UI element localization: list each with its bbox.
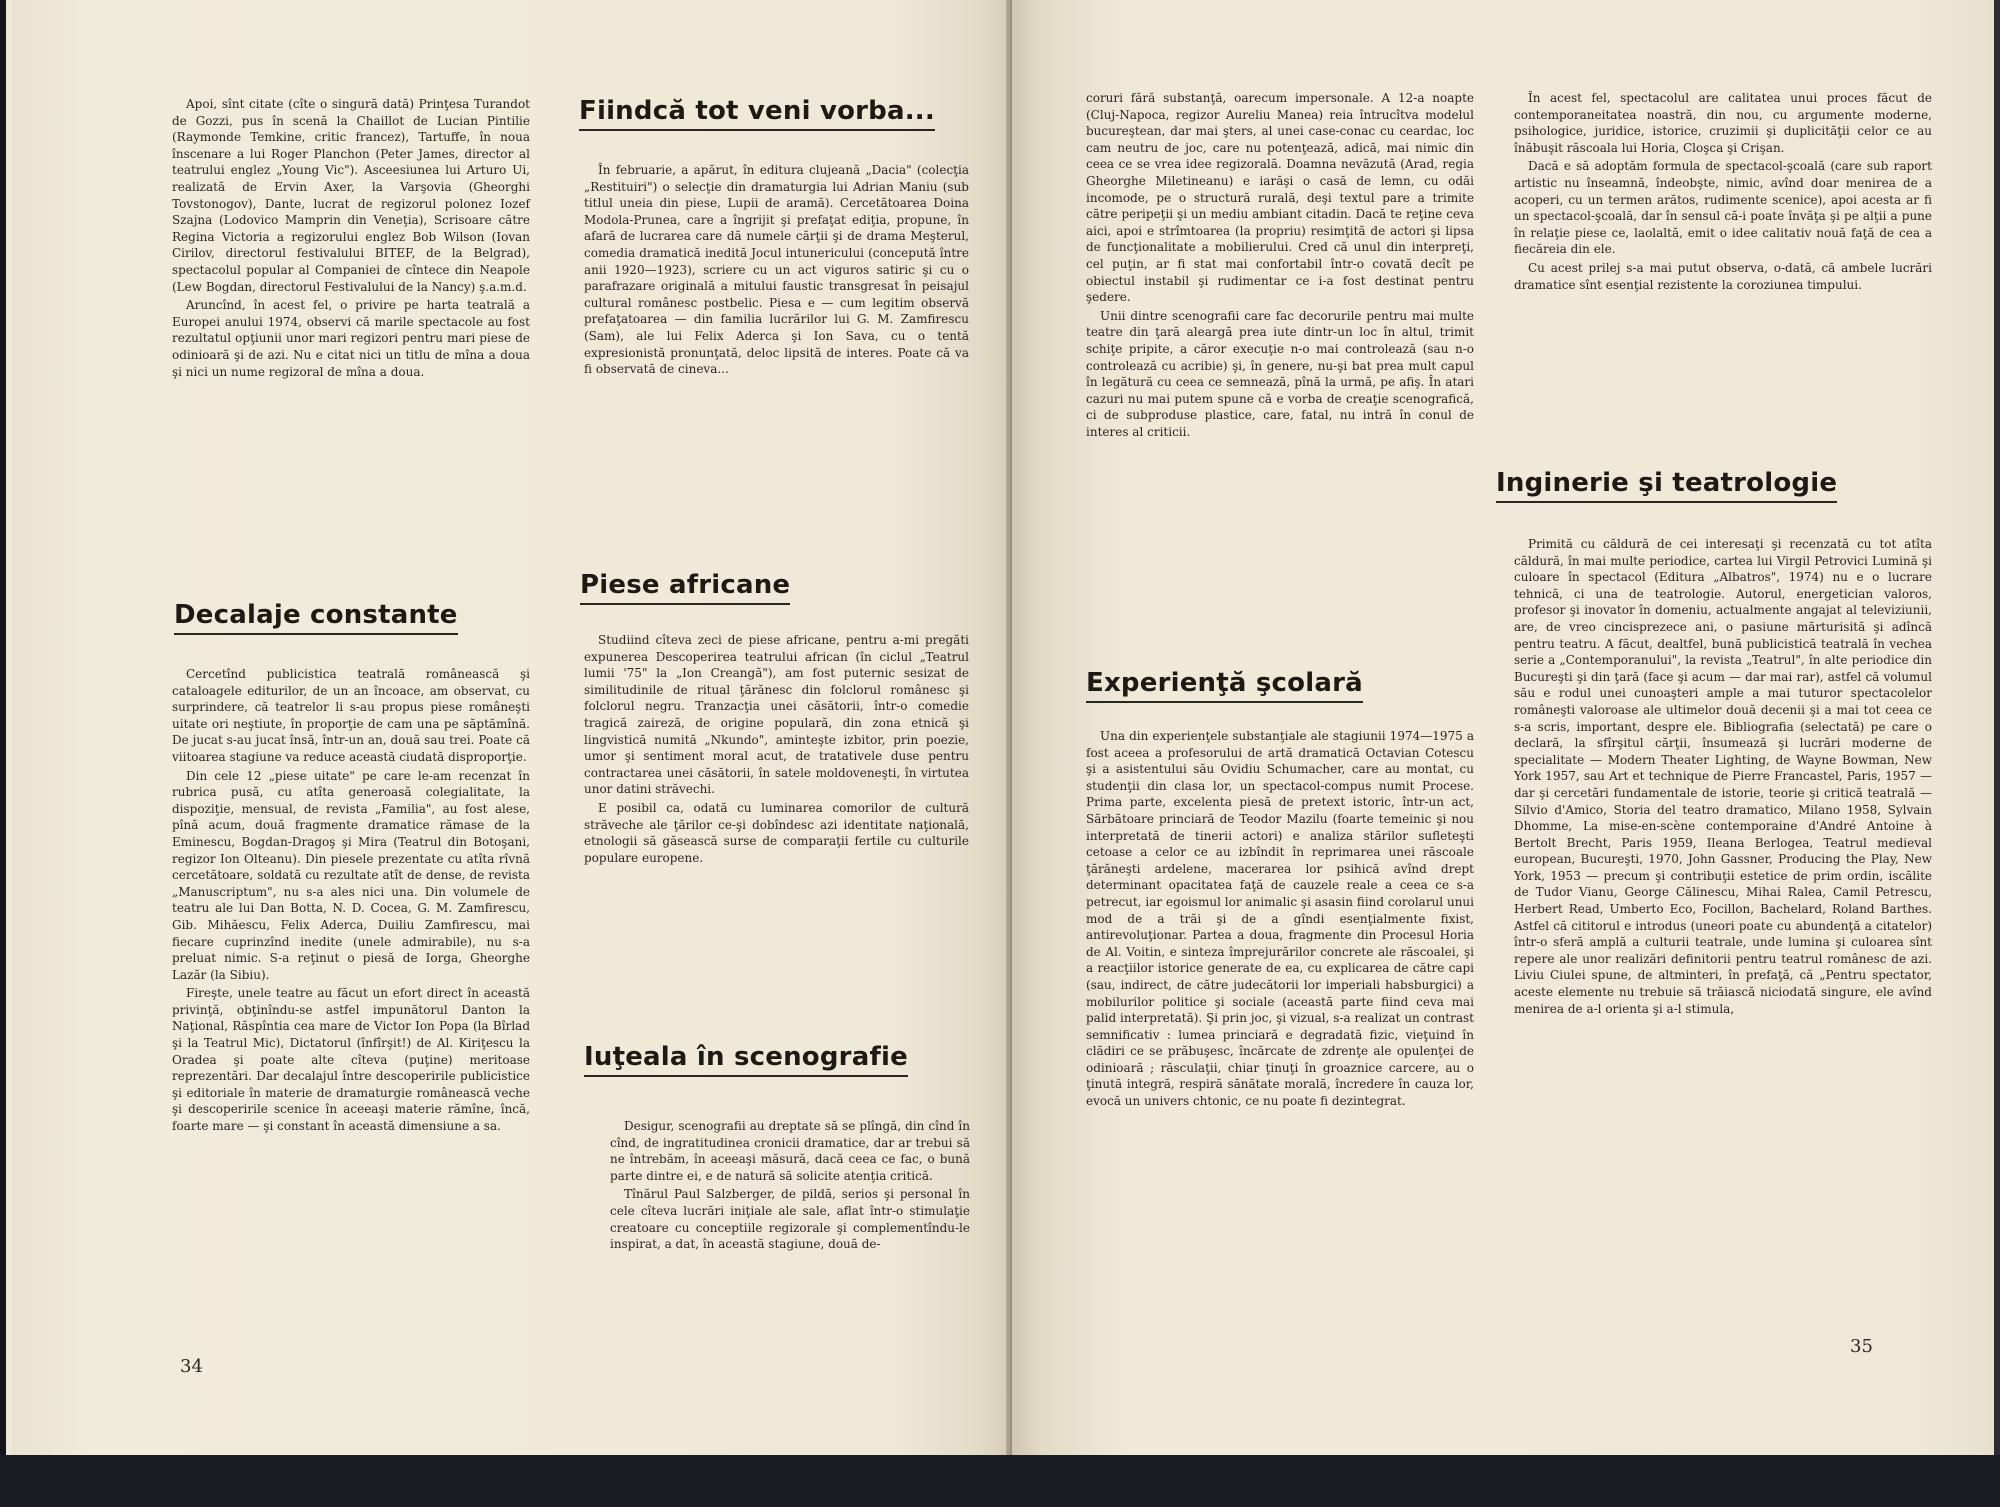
paragraph: Cercetînd publicistica teatrală românească şi cataloagele editurilor, de un an încoace, am observat, cu surprindere, că teatrelor li s-au propus piese româneşti uitate ori neştiute, în proporţie de cam una pe săptămînă. De jucat s-au jucat însă, într-un an, două sau trei. Poate că viitoarea stagiune va reduce această ciudată disproporţie.: [172, 667, 530, 764]
book-spread: [6, 0, 1988, 1455]
left-col1-intro: [172, 96, 530, 382]
right-col1-experienta: [1086, 728, 1474, 1112]
page-number-left: 34: [180, 1356, 203, 1377]
section-heading-findca: Fiindcă tot veni vorba...: [579, 96, 935, 131]
right-col1-top: [1086, 90, 1474, 442]
paragraph: Primită cu căldură de cei interesaţi şi recenzată cu tot atîta căldură, în mai multe periodice, cartea lui Virgil Petrovici Lumină şi culoare în spectacol (Editura „Albatros", 1974) nu e o lucrare tehnică, ci una de teatrologie. Autorul, energetician valoros, profesor şi inovator în domeniu, actualmente angajat al televiziunii, are, de vreo cincisprezece ani, o pasiune mărturisită şi adîncă pentru teatru. A făcut, dealtfel, bună publicistică teatrală în vechea serie a „Contemporanului", la revista „Teatrul", în alte periodice din Bucureşti şi din ţară (face şi acum — dar mai rar), astfel că volumul său e rodul unei cunoaşteri ample a mai tuturor spectacolelor româneşti valoroase ale ultimelor două decenii şi a mai tot ceea ce s-a scris, important, despre ele. Bibliografia (selectată) pe care o declară, la sfîrşitul cărţii, însumează şi lucrări moderne de specialitate — Modern Theater Lighting, de Wayne Bowman, New York 1957, sau Art et technique de Pierre Francastel, Paris, 1957 — dar şi cercetări fundamentale de istorie, teorie şi critică teatrală — Silvio d'Amico, Storia del teatro dramatico, Milano 1958, Sylvain Dhomme, La mise-en-scène contemporaine d'André Antoine à Bertolt Brecht, Paris 1959, Ileana Berlogea, Teatrul medieval european, Bucureşti, 1970, John Gassner, Producing the Play, New York, 1953 — precum şi contribuţii estetice de prim ordin, iscălite de Tudor Vianu, George Călinescu, Mihai Ralea, Camil Petrescu, Herbert Read, Umberto Eco, Focillon, Bachelard, Roland Barthes. Astfel că cititorul e introdus (uneori poate cu abundenţă a citatelor) într-o sferă amplă a culturii teatrale, unde lumina şi culoarea sînt repere ale unor realizări definitorii pentru teatrul românesc de azi. Liviu Ciulei spune, de altminteri, în prefaţă, că „Pentru spectator, aceste elemente nu trebuie să trăiască niciodată singure, ele avînd menirea de a-l orienta şi a-l stimula,: [1514, 537, 1932, 1016]
paragraph: Fireşte, unele teatre au făcut un efort direct în această privinţă, obţinîndu-se astfel impunătorul Danton la Naţional, Răspîntia cea mare de Victor Ion Popa (la Bîrlad şi la Teatrul Mic), Dictatorul (înfîrşit!) de Al. Kiriţescu la Oradea şi poate alte cîteva (puţine) meritoase reprezentări. Dar decalajul între descoperirile publicistice şi editoriale în materie de dramaturgie românească veche şi descoperirile scenice în aceeaşi materie rămîne, încă, foarte mare — şi constant în această dimensiune a sa.: [172, 986, 530, 1134]
paragraph: E posibil ca, odată cu luminarea comorilor de cultură străveche ale ţărilor ce-şi dobîndesc azi identitate naţională, etnologii să găsească surse de comparaţii fertile cu culturile populare europene.: [584, 800, 969, 865]
paragraph: În februarie, a apărut, în editura clujeană „Dacia" (colecţia „Restituiri") o selecţie din dramaturgia lui Adrian Maniu (sub titlul uneia din piese, Lupii de aramă). Cercetătoarea Doina Modola-Prunea, care a îngrijit şi prefaţat ediţia, propune, în afară de lucrarea care dă numele cărţii şi de drama Meşterul, comedia dramatică inedită Jocul intunericului (concepută între anii 1920—1923), scriere cu un act viguros satiric şi cu o parafrazare originală a mitului faustic transgresat în peisajul cultural românesc postbelic. Piesa e — cum legitim observă prefaţatoarea — din familia lucrărilor lui G. M. Zamfirescu (Sam), ale lui Felix Aderca şi Ion Sava, cu o tentă expresionistă pronunţată, deloc lipsită de interes. Poate că va fi observată de cineva...: [584, 163, 969, 377]
left-col2-iuteala: [610, 1118, 970, 1255]
paragraph: Dacă e să adoptăm formula de spectacol-şcoală (care sub raport artistic nu înseamnă, îndeobşte, nimic, avînd doar menirea de a acoperi, cu un termen arătos, rudimente scenice), apoi acesta ar fi un spectacol-şcoală, dar în sensul că-i poate învăţa şi pe alţii a pune în relaţie piese ce, laolaltă, emit o idee calitativ nouă faţă de cea a fiecăreia din ele.: [1514, 159, 1932, 257]
right-col2-top: [1514, 90, 1932, 295]
heading-rule: [579, 129, 935, 131]
section-heading-experienta: Experienţă şcolară: [1086, 668, 1363, 703]
paragraph: Studiind cîteva zeci de piese africane, pentru a-mi pregăti expunerea Descoperirea teatrului african (în ciclul „Teatrul lumii '75" la „Ion Creangă"), am fost puternic sesizat de similitudinile de ritual ţărănesc din folclorul românesc şi folclorul negru. Tranzacţia unei căsătorii, într-o comedie tragică zaireză, de origine populară, din zona etnică şi lingvistică numită „Nkundo", aminteşte izbitor, prin poezie, umor şi sentiment moral acut, de tratativele duse pentru contractarea unei căsătorii, în satele moldoveneşti, în virtutea unor datini străvechi.: [584, 633, 969, 797]
left-col2-piese-africane: [584, 632, 969, 868]
section-heading-inginerie: Inginerie şi teatrologie: [1496, 468, 1837, 503]
section-heading-piese-africane: Piese africane: [580, 570, 790, 605]
left-col1-decalaje: [172, 666, 530, 1137]
heading-rule: [584, 1075, 908, 1077]
heading-rule: [580, 603, 790, 605]
paragraph: Una din experienţele substanţiale ale stagiunii 1974—1975 a fost aceea a profesorului de artă dramatică Octavian Cotescu şi a asistentului său Ovidiu Schumacher, care au montat, cu studenţii din clasa lor, un spectacol-compus numit Procese. Prima parte, excelenta piesă de pretext istoric, într-un act, Sărbătoare princiară de Teodor Mazilu (foarte temeinic şi nou interpretată de tinerii actori) e analiza stărilor sufleteşti cetoase a celor ce au izbîndit în reprimarea unei răscoale ţărăneşti ardelene, macerarea lor psihică avînd drept determinant opacitatea faţă de cauzele reale a ceea ce s-a petrecut, iar egoismul lor animalic şi asasin fiind corolarul unui mod de a trăi şi de a gîndi esenţialmente fixist, antirevoluţionar. Partea a doua, fragmente din Procesul Horia de Al. Voitin, e sinteza împrejurărilor concrete ale răscoalei, şi a reacţiilor istorice generate de ea, cu explicarea de către capi (sau, indirect, de către judecătorii lor imperiali habsburgici) a mobilurilor politice şi sociale (această parte fiind ceva mai palid interpretată). Şi prin joc, şi vizual, s-a realizat un contrast semnificativ : lumea princiară e degradată fizic, vieţuind în clădiri ce se prăbuşesc, încărcate de zdrenţe ale opulenţei de odinioară ; răsculaţii, chiar ţinuţi în groaznice carcere, au o ţinută integră, respiră sănătate morală, încredere în cauza lor, evocă un univers chtonic, ce nu poate fi dezintegrat.: [1086, 729, 1474, 1109]
paragraph: Desigur, scenografii au dreptate să se plîngă, din cînd în cînd, de ingratitudinea cronicii dramatice, dar ar trebui să ne întrebăm, în aceeaşi măsură, dacă ceea ce fac, o bună parte dintre ei, e de natură să solicite atenţia critică.: [610, 1119, 970, 1183]
paragraph: Apoi, sînt citate (cîte o singură dată) Prinţesa Turandot de Gozzi, pus în scenă la Chaillot de Lucian Pintilie (Raymonde Temkine, critic francez), Tartuffe, în noua înscenare a lui Roger Planchon (Peter James, director al teatrului englez „Young Vic"). Asceesiunea lui Arturo Ui, realizată de Ervin Axer, la Varşovia (Gheorghi Tovstonogov), Dante, lucrat de regizorul polonez Iozef Szajna (Lodovico Mamprin din Veneţia), Scrisoare către Regina Victoria a regizorului englez Bob Wilson (Iovan Cirilov, directorul festivalului BITEF, de la Belgrad), spectacolul popular al Companiei de cîntece din Neapole (Lew Bogdan, directorul Festivalului de la Nancy) ş.a.m.d.: [172, 97, 530, 294]
heading-rule: [1496, 501, 1837, 503]
paragraph: Cu acest prilej s-a mai putut observa, o-dată, că ambele lucrări dramatice sînt esenţial rezistente la coroziunea timpului.: [1514, 260, 1932, 292]
page-number-right: 35: [1850, 1336, 1873, 1357]
paragraph: Aruncînd, în acest fel, o privire pe harta teatrală a Europei anului 1974, observi că marile spectacole au fost rezultatul opţiunii unor mari regizori pentru mari piese de odinioară şi de azi. Nu e citat nici un titlu de mîna a doua şi nici un nume regizoral de mîna a doua.: [172, 298, 530, 379]
left-page: [12, 0, 1012, 1455]
paragraph: Unii dintre scenografii care fac decorurile pentru mai multe teatre din ţară aleargă prea iute dintr-un loc în altul, trimit schiţe pripite, a căror execuţie n-o mai controlează (sau n-o controlează cu acribie) şi, în genere, nu-şi bat prea mult capul în legătură cu ceea ce semnează, pînă la urmă, pe afiş. În atari cazuri nu mai putem spune că e vorba de creaţie scenografică, ci de subproduse plastice, care, fatal, nu intră în conul de interes al criticii.: [1086, 308, 1474, 439]
section-heading-decalaje: Decalaje constante: [174, 600, 458, 635]
heading-rule: [174, 633, 458, 635]
heading-rule: [1086, 701, 1363, 703]
scan-bottom-edge: [0, 1455, 2000, 1507]
left-col2-findca: [584, 162, 969, 380]
paragraph: Tînărul Paul Salzberger, de pildă, serios şi personal în cele cîteva lucrări iniţiale ale sale, aflat într-o stimulaţie creatoare cu conceptiile regizorale şi complementîndu-le inspirat, a dat, în această stagiune, două de-: [610, 1187, 970, 1252]
right-page: [1012, 0, 1994, 1455]
section-heading-iuteala: Iuţeala în scenografie: [584, 1042, 908, 1077]
right-col2-inginerie: [1514, 536, 1932, 1019]
paragraph: În acest fel, spectacolul are calitatea unui proces făcut de contemporaneitatea noastră, din nou, cu argumente moderne, psihologice, juridice, istorice, cruzimii şi duplicităţii celor ce au înăbuşit răscoala lui Horia, Cloşca şi Crişan.: [1514, 91, 1932, 155]
paragraph: Din cele 12 „piese uitate" pe care le-am recenzat în rubrica pusă, cu atîta generoasă colegialitate, la dispoziţie, mensual, de revista „Familia", au fost alese, pînă acum, două fragmente dramatice rămase de la Eminescu, Bogdan-Dragoş şi Mira (Teatrul din Botoşani, regizor Ion Olteanu). Din piesele prezentate cu atîta rîvnă cercetătoare, soldată cu rezultate atît de dense, de revista „Manuscriptum", nu s-a ales nici una. Din volumele de teatru ale lui Dan Botta, N. D. Cocea, G. M. Zamfirescu, Gib. Mihăescu, Felix Aderca, Duiliu Zamfirescu, mai fiecare cuprinzînd inedite (unele admirabile), nu s-a preluat nimic. S-a reţinut o piesă de Iorga, Gheorghe Lazăr (la Sibiu).: [172, 768, 530, 982]
paragraph: coruri fără substanţă, oarecum impersonale. A 12-a noapte (Cluj-Napoca, regizor Aureliu Manea) reia întrucîtva modelul bucureştean, dar mai şters, al unei case-conac cu ceardac, loc cam neutru de joc, care nu potenţează, adică, mai nimic din ceea ce se vrea idee regizorală. Doamna nevăzută (Arad, regia Gheorghe Miletineanu) e iarăşi o casă de lemn, cu odăi incomode, pe o structură rurală, deşi textul pare a trimite către peripeţii şi un mediu ambiant citadin. Dacă te reţine ceva aici, apoi e strîmtoarea (la propriu) resimţită de actori şi lipsa de funcţionalitate a mobilierului. Cred că unul din interpreţi, cel puţin, ar fi stat mai confortabil într-o covată decît pe obiectul instabil şi rudimentar ce i-a fost destinat pentru şedere.: [1086, 91, 1474, 305]
